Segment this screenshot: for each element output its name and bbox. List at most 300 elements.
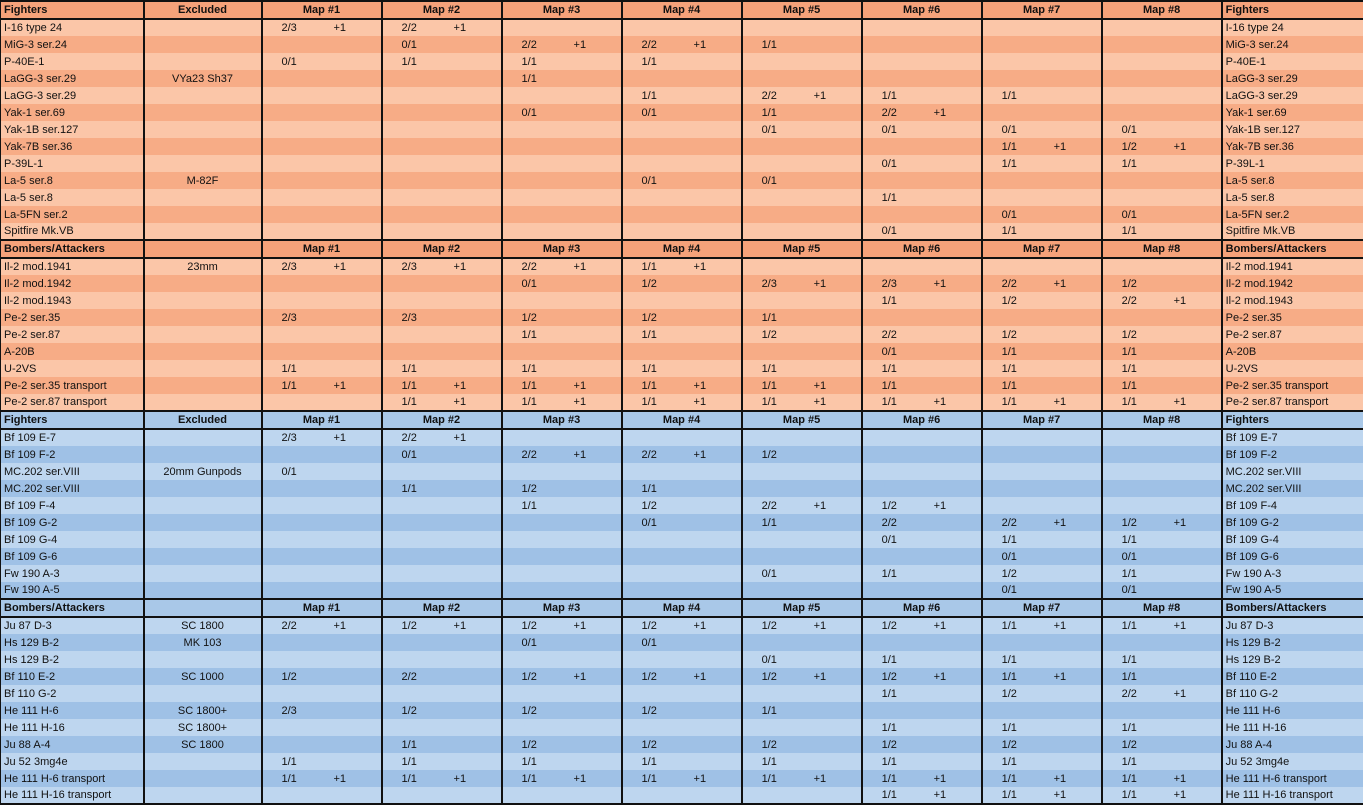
map-bonus (686, 189, 742, 206)
map-bonus (806, 309, 862, 326)
map-availability (622, 531, 686, 548)
section-title: Bombers/Attackers (1, 240, 144, 258)
map-bonus (1166, 753, 1222, 770)
map-bonus (446, 753, 502, 770)
table-row (1, 702, 1363, 719)
map-availability (982, 19, 1046, 36)
map-bonus (926, 753, 982, 770)
map-bonus (806, 787, 862, 804)
map-availability: 1/1 (982, 223, 1046, 240)
map-bonus (806, 292, 862, 309)
map-availability: 1/1 (502, 497, 566, 514)
map-bonus (446, 223, 502, 240)
map-availability: 1/1 (622, 770, 686, 787)
map-bonus (446, 446, 502, 463)
map-bonus: +1 (1166, 787, 1222, 804)
map-availability (862, 446, 926, 463)
aircraft-name: P-39L-1 (1, 155, 144, 172)
map-availability (742, 480, 806, 497)
map-availability (982, 172, 1046, 189)
map-availability: 1/1 (502, 770, 566, 787)
map-availability (382, 548, 446, 565)
map-bonus: +1 (806, 668, 862, 685)
map-bonus (806, 36, 862, 53)
map-availability: 1/2 (982, 326, 1046, 343)
aircraft-name-right: LaGG-3 ser.29 (1222, 87, 1363, 104)
map-bonus (686, 309, 742, 326)
map-availability: 0/1 (862, 531, 926, 548)
map-availability (262, 87, 326, 104)
aircraft-name-right: La-5FN ser.2 (1222, 206, 1363, 223)
map-availability: 1/1 (622, 480, 686, 497)
map-bonus (926, 258, 982, 275)
map-availability (862, 70, 926, 87)
aircraft-name: Yak-1 ser.69 (1, 104, 144, 121)
map-bonus: +1 (806, 275, 862, 292)
map-bonus (806, 206, 862, 223)
map-availability: 1/1 (1102, 787, 1166, 804)
map-bonus (446, 480, 502, 497)
map-availability (862, 463, 926, 480)
aircraft-name-right: Hs 129 B-2 (1222, 634, 1363, 651)
map-availability: 1/1 (742, 394, 806, 411)
aircraft-name-right: Fw 190 A-3 (1222, 565, 1363, 582)
map-header: Map #3 (502, 1, 622, 19)
map-availability: 2/2 (1102, 292, 1166, 309)
table-row (1, 548, 1363, 565)
map-bonus (1166, 480, 1222, 497)
map-availability (622, 582, 686, 599)
map-availability: 2/2 (742, 497, 806, 514)
map-availability: 0/1 (622, 634, 686, 651)
map-bonus (806, 548, 862, 565)
map-availability: 0/1 (862, 343, 926, 360)
table-row (1, 360, 1363, 377)
aircraft-name: Yak-7B ser.36 (1, 138, 144, 155)
map-bonus: +1 (686, 446, 742, 463)
map-availability (622, 719, 686, 736)
map-bonus (446, 70, 502, 87)
map-bonus (1166, 309, 1222, 326)
excluded-loadout: SC 1800 (144, 736, 262, 753)
map-bonus (566, 514, 622, 531)
map-availability: 1/2 (622, 275, 686, 292)
map-availability (382, 155, 446, 172)
map-bonus (926, 189, 982, 206)
map-bonus (686, 787, 742, 804)
map-bonus (326, 753, 382, 770)
map-availability: 1/1 (262, 770, 326, 787)
section-title: Bombers/Attackers (1, 599, 144, 617)
map-availability: 1/1 (262, 753, 326, 770)
map-bonus (806, 19, 862, 36)
map-availability (382, 121, 446, 138)
map-bonus (566, 548, 622, 565)
map-availability: 1/1 (622, 326, 686, 343)
map-availability (862, 258, 926, 275)
table-row (1, 719, 1363, 736)
map-bonus (686, 155, 742, 172)
map-header: Map #3 (502, 240, 622, 258)
map-bonus (446, 719, 502, 736)
map-bonus (1046, 206, 1102, 223)
map-availability (742, 19, 806, 36)
map-bonus (926, 155, 982, 172)
map-availability: 1/1 (742, 360, 806, 377)
map-bonus (1046, 429, 1102, 446)
map-bonus: +1 (1166, 394, 1222, 411)
table-row (1, 497, 1363, 514)
map-bonus (326, 514, 382, 531)
aircraft-name: Bf 109 G-6 (1, 548, 144, 565)
aircraft-name: Hs 129 B-2 (1, 651, 144, 668)
map-bonus (326, 565, 382, 582)
map-header: Map #1 (262, 1, 382, 19)
map-bonus (566, 719, 622, 736)
aircraft-name-right: He 111 H-6 (1222, 702, 1363, 719)
aircraft-name: Bf 110 E-2 (1, 668, 144, 685)
aircraft-name: He 111 H-16 (1, 719, 144, 736)
map-availability (262, 172, 326, 189)
map-bonus (1166, 258, 1222, 275)
map-availability (742, 223, 806, 240)
map-availability (502, 206, 566, 223)
map-availability (742, 53, 806, 70)
aircraft-name-right: Bf 110 E-2 (1222, 668, 1363, 685)
map-bonus (806, 121, 862, 138)
table-row (1, 753, 1363, 770)
map-availability: 2/3 (382, 258, 446, 275)
map-availability (262, 104, 326, 121)
map-bonus: +1 (1046, 787, 1102, 804)
map-availability (622, 548, 686, 565)
map-availability: 1/1 (622, 753, 686, 770)
map-bonus (926, 429, 982, 446)
map-bonus (566, 565, 622, 582)
excluded-loadout (144, 651, 262, 668)
map-availability (502, 531, 566, 548)
map-availability: 1/1 (982, 360, 1046, 377)
map-availability: 1/2 (862, 736, 926, 753)
map-availability (262, 514, 326, 531)
excluded-loadout (144, 565, 262, 582)
map-bonus: +1 (446, 394, 502, 411)
map-bonus: +1 (1166, 617, 1222, 634)
map-bonus (926, 377, 982, 394)
aircraft-name-right: La-5 ser.8 (1222, 189, 1363, 206)
map-bonus: +1 (926, 275, 982, 292)
map-bonus (686, 480, 742, 497)
map-bonus (1166, 497, 1222, 514)
map-availability: 1/1 (262, 377, 326, 394)
map-header: Map #4 (622, 599, 742, 617)
map-availability (742, 429, 806, 446)
aircraft-name-right: Ju 52 3mg4e (1222, 753, 1363, 770)
map-bonus (1046, 480, 1102, 497)
map-bonus (566, 19, 622, 36)
map-availability (262, 685, 326, 702)
excluded-loadout (144, 36, 262, 53)
map-availability: 0/1 (862, 155, 926, 172)
map-availability: 1/1 (742, 309, 806, 326)
map-availability: 1/1 (382, 360, 446, 377)
map-bonus: +1 (926, 668, 982, 685)
map-availability (742, 138, 806, 155)
map-availability: 0/1 (622, 104, 686, 121)
map-bonus (446, 121, 502, 138)
aircraft-name: Pe-2 ser.35 (1, 309, 144, 326)
map-availability (622, 565, 686, 582)
map-bonus (446, 360, 502, 377)
map-bonus: +1 (686, 668, 742, 685)
section-title: Fighters (1, 411, 144, 429)
map-bonus (926, 172, 982, 189)
map-bonus (1046, 258, 1102, 275)
map-availability: 0/1 (742, 121, 806, 138)
map-availability (622, 121, 686, 138)
map-bonus (926, 446, 982, 463)
map-availability (862, 36, 926, 53)
map-bonus: +1 (806, 87, 862, 104)
map-availability: 1/1 (862, 394, 926, 411)
map-availability (622, 223, 686, 240)
map-availability (982, 189, 1046, 206)
map-availability: 0/1 (1102, 582, 1166, 599)
map-bonus: +1 (926, 770, 982, 787)
map-availability (502, 189, 566, 206)
map-bonus (1046, 497, 1102, 514)
map-bonus (566, 275, 622, 292)
map-availability: 1/1 (502, 394, 566, 411)
map-bonus (326, 206, 382, 223)
map-availability: 2/2 (862, 104, 926, 121)
table-row (1, 172, 1363, 189)
map-bonus (806, 360, 862, 377)
map-availability: 1/2 (622, 736, 686, 753)
map-availability (262, 189, 326, 206)
map-availability: 1/1 (862, 189, 926, 206)
map-bonus (686, 104, 742, 121)
map-bonus (806, 104, 862, 121)
map-bonus (1166, 172, 1222, 189)
map-bonus (1046, 651, 1102, 668)
map-bonus: +1 (326, 258, 382, 275)
map-bonus (806, 651, 862, 668)
map-bonus: +1 (806, 394, 862, 411)
section-title: Fighters (1, 1, 144, 19)
map-availability (1102, 87, 1166, 104)
map-availability: 1/2 (262, 668, 326, 685)
aircraft-name-right: Il-2 mod.1942 (1222, 275, 1363, 292)
excluded-loadout: M-82F (144, 172, 262, 189)
map-availability: 1/2 (862, 617, 926, 634)
map-bonus (686, 531, 742, 548)
map-bonus (566, 223, 622, 240)
map-bonus (1046, 172, 1102, 189)
map-bonus (926, 292, 982, 309)
table-row (1, 446, 1363, 463)
map-header: Map #8 (1102, 599, 1222, 617)
aircraft-name-right: MiG-3 ser.24 (1222, 36, 1363, 53)
map-availability: 1/1 (982, 155, 1046, 172)
map-bonus: +1 (446, 429, 502, 446)
map-bonus (446, 651, 502, 668)
aircraft-name-right: A-20B (1222, 343, 1363, 360)
map-availability: 1/2 (1102, 514, 1166, 531)
map-bonus (806, 634, 862, 651)
map-header: Map #7 (982, 599, 1102, 617)
map-availability (982, 104, 1046, 121)
map-availability: 1/1 (1102, 753, 1166, 770)
map-bonus (686, 343, 742, 360)
map-availability: 1/2 (742, 668, 806, 685)
map-bonus (1046, 70, 1102, 87)
excluded-loadout (144, 343, 262, 360)
map-bonus: +1 (686, 36, 742, 53)
map-availability (1102, 634, 1166, 651)
map-availability: 1/2 (982, 565, 1046, 582)
map-bonus (326, 53, 382, 70)
map-availability (1102, 189, 1166, 206)
map-bonus (326, 736, 382, 753)
map-availability (622, 429, 686, 446)
map-header: Map #5 (742, 240, 862, 258)
excluded-loadout (144, 53, 262, 70)
map-availability: 1/2 (862, 668, 926, 685)
map-availability: 1/2 (622, 617, 686, 634)
aircraft-name-right: I-16 type 24 (1222, 19, 1363, 36)
map-bonus (926, 309, 982, 326)
table-row (1, 258, 1363, 275)
map-bonus (926, 343, 982, 360)
map-availability (862, 582, 926, 599)
aircraft-name-right: Hs 129 B-2 (1222, 651, 1363, 668)
map-availability (862, 53, 926, 70)
map-availability (502, 651, 566, 668)
map-bonus (1166, 446, 1222, 463)
map-bonus (686, 53, 742, 70)
map-bonus (326, 787, 382, 804)
map-availability (742, 548, 806, 565)
map-availability: 1/1 (862, 685, 926, 702)
map-availability: 1/1 (982, 377, 1046, 394)
map-availability: 1/1 (862, 770, 926, 787)
map-bonus (1046, 685, 1102, 702)
map-availability (982, 429, 1046, 446)
map-bonus (326, 121, 382, 138)
map-availability: 1/2 (502, 668, 566, 685)
map-availability: 2/2 (262, 617, 326, 634)
map-bonus (446, 463, 502, 480)
map-bonus: +1 (446, 19, 502, 36)
map-bonus (926, 719, 982, 736)
excluded-loadout: SC 1000 (144, 668, 262, 685)
map-bonus (926, 565, 982, 582)
excluded-loadout (144, 787, 262, 804)
aircraft-name: Bf 109 G-2 (1, 514, 144, 531)
map-bonus (1046, 189, 1102, 206)
aircraft-name: Ju 87 D-3 (1, 617, 144, 634)
map-bonus (1166, 275, 1222, 292)
map-bonus (566, 104, 622, 121)
map-bonus (806, 429, 862, 446)
map-bonus (446, 155, 502, 172)
map-bonus (1046, 223, 1102, 240)
map-availability (382, 514, 446, 531)
excluded-loadout (144, 446, 262, 463)
map-availability (622, 685, 686, 702)
map-bonus (806, 53, 862, 70)
map-availability (262, 651, 326, 668)
map-bonus (686, 514, 742, 531)
excluded-loadout (144, 497, 262, 514)
map-bonus (806, 514, 862, 531)
section-header-row (1, 240, 1363, 258)
map-bonus (326, 668, 382, 685)
map-availability (382, 275, 446, 292)
excluded-header: Excluded (144, 411, 262, 429)
map-availability (382, 104, 446, 121)
aircraft-name: La-5 ser.8 (1, 172, 144, 189)
map-bonus (1046, 36, 1102, 53)
map-availability (502, 172, 566, 189)
map-availability: 0/1 (1102, 206, 1166, 223)
map-bonus (926, 138, 982, 155)
excluded-loadout (144, 292, 262, 309)
map-availability (262, 206, 326, 223)
map-availability (502, 685, 566, 702)
map-availability: 1/1 (1102, 531, 1166, 548)
map-bonus (686, 719, 742, 736)
table-row (1, 634, 1363, 651)
aircraft-name-right: He 111 H-6 transport (1222, 770, 1363, 787)
table-row (1, 582, 1363, 599)
map-availability (982, 634, 1046, 651)
map-availability: 2/2 (862, 514, 926, 531)
map-availability (862, 309, 926, 326)
map-header: Map #8 (1102, 1, 1222, 19)
map-bonus (326, 480, 382, 497)
map-bonus: +1 (1046, 394, 1102, 411)
map-availability: 1/2 (502, 480, 566, 497)
table-row (1, 463, 1363, 480)
excluded-loadout (144, 87, 262, 104)
section-title-right: Bombers/Attackers (1222, 240, 1363, 258)
map-bonus (1166, 326, 1222, 343)
map-header: Map #2 (382, 1, 502, 19)
map-availability: 1/1 (622, 258, 686, 275)
map-bonus (1046, 719, 1102, 736)
map-availability: 0/1 (1102, 548, 1166, 565)
map-availability (1102, 36, 1166, 53)
map-header: Map #2 (382, 599, 502, 617)
map-availability: 0/1 (982, 582, 1046, 599)
map-availability: 1/1 (622, 394, 686, 411)
aircraft-name: Ju 52 3mg4e (1, 753, 144, 770)
map-availability: 1/1 (1102, 223, 1166, 240)
aircraft-name-right: P-39L-1 (1222, 155, 1363, 172)
map-availability: 2/2 (502, 446, 566, 463)
map-bonus (1166, 668, 1222, 685)
map-availability: 2/3 (262, 19, 326, 36)
map-availability (262, 736, 326, 753)
map-availability (1102, 172, 1166, 189)
map-availability (262, 343, 326, 360)
map-header: Map #5 (742, 599, 862, 617)
map-bonus (1166, 531, 1222, 548)
map-bonus: +1 (686, 617, 742, 634)
excluded-loadout: 20mm Gunpods (144, 463, 262, 480)
